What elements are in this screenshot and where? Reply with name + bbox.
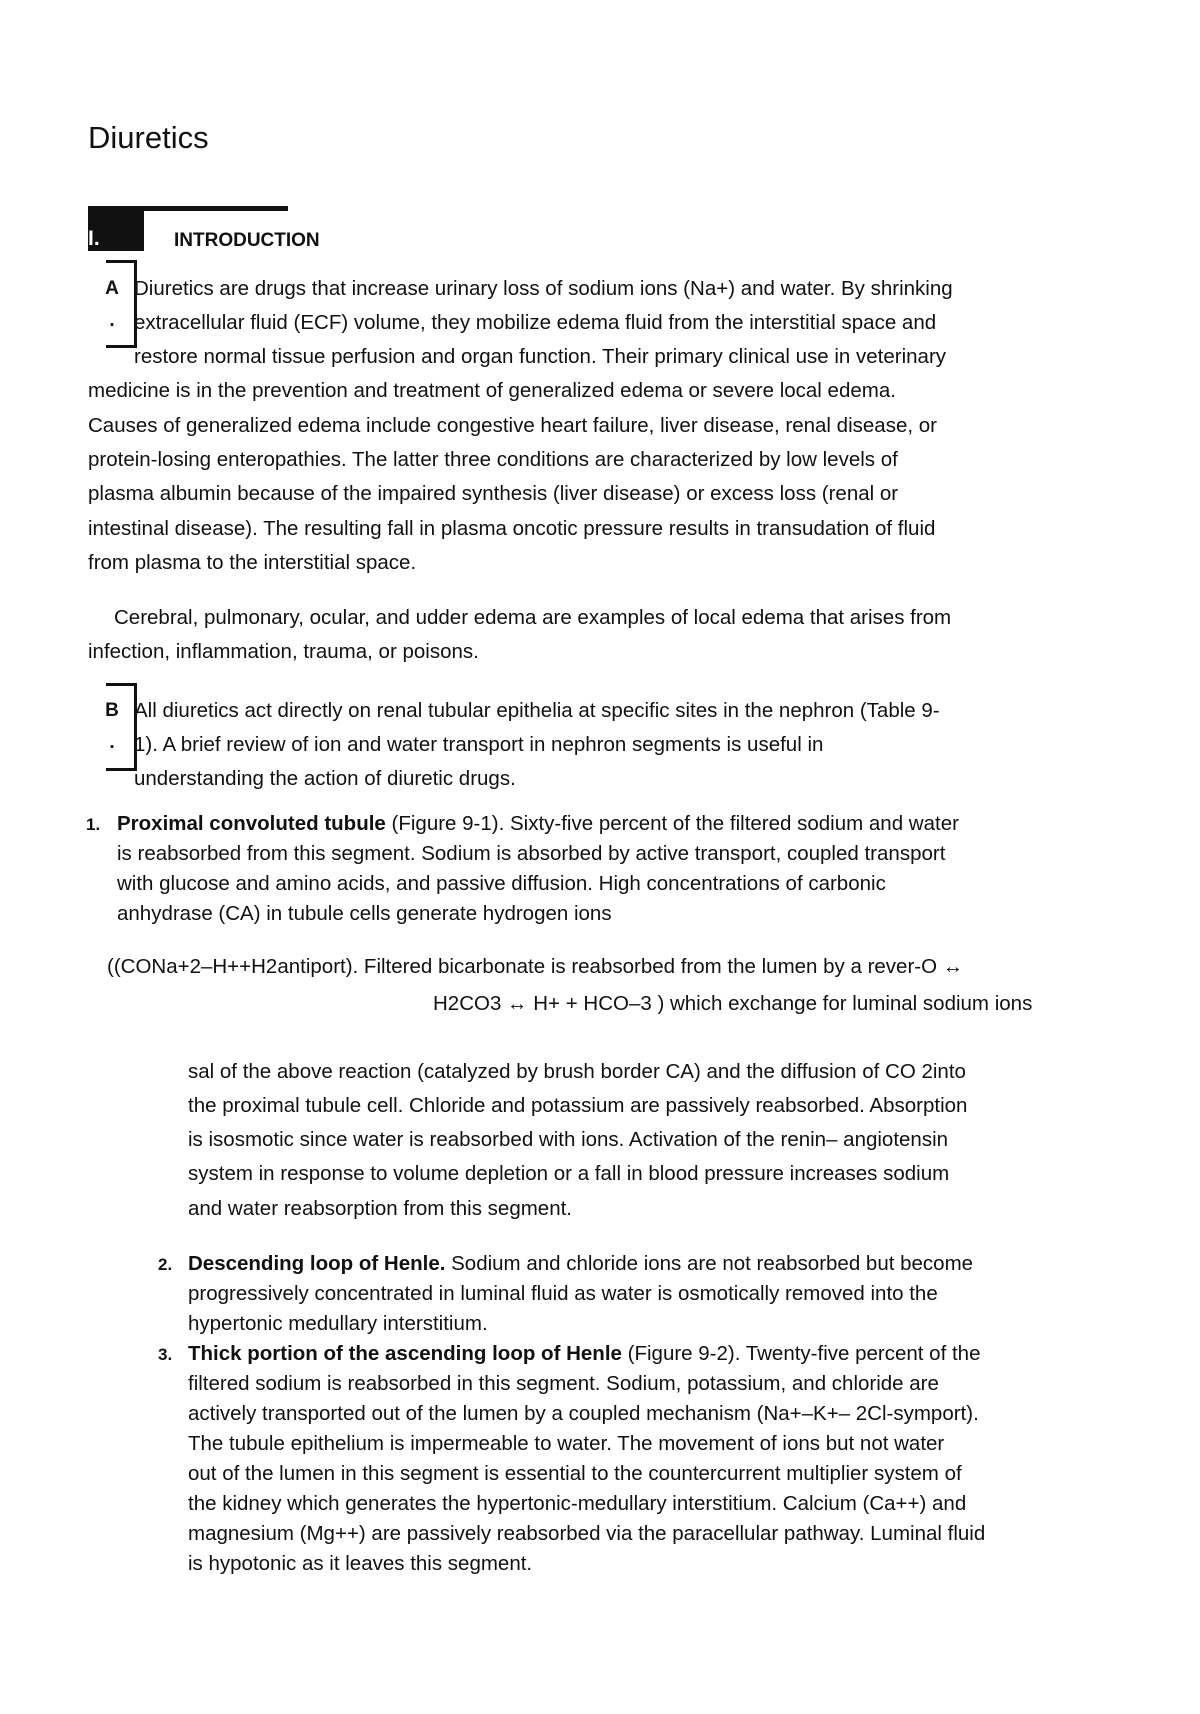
marker-b: B — [105, 700, 119, 721]
formula-line-2: H2CO3 ↔ H+ + HCO–3 ) which exchange for luminal sodium ions — [433, 992, 1033, 1015]
list-item-1-term: Proximal convoluted tubule — [117, 812, 386, 835]
para-a-line-2: extracellular fluid (ECF) volume, they mobilize edema fluid from the interstitial space and — [134, 311, 937, 334]
section-numeral: I. — [88, 227, 100, 250]
list-item-1-line-4: anhydrase (CA) in tubule cells generate hydrogen ions — [117, 902, 612, 925]
list-item-3-line-5: out of the lumen in this segment is essential to the countercurrent multiplier system of — [188, 1462, 962, 1485]
para-a-line-7: plasma albumin because of the impaired synthesis (liver disease) or excess loss (renal or — [88, 482, 899, 505]
page-title: Diuretics — [88, 120, 209, 155]
para-b-line-2: 1). A brief review of ion and water transport in nephron segments is useful in — [134, 733, 824, 756]
para-b-line-1: All diuretics act directly on renal tubular epithelia at specific sites in the nephron (Table 9- — [134, 699, 940, 722]
para-a-line-4: medicine is in the prevention and treatment of generalized edema or severe local edema. — [88, 379, 896, 402]
list-item-1-line-3: with glucose and amino acids, and passive diffusion. High concentrations of carbonic — [117, 872, 886, 895]
list-item-2-line-3: hypertonic medullary interstitium. — [188, 1312, 488, 1335]
list-item-3-line-2: filtered sodium is reabsorbed in this segment. Sodium, potassium, and chloride are — [188, 1372, 939, 1395]
list-item-1-line-2: is reabsorbed from this segment. Sodium is absorbed by active transport, coupled transport — [117, 842, 946, 865]
marker-a-bracket — [106, 260, 137, 348]
list-item-3-line-7: magnesium (Mg++) are passively reabsorbed via the paracellular pathway. Luminal fluid — [188, 1522, 986, 1545]
para-a-line-6: protein-losing enteropathies. The latter three conditions are characterized by low levels of — [88, 448, 898, 471]
list-item-1-cont-2: the proximal tubule cell. Chloride and potassium are passively reabsorbed. Absorption — [188, 1094, 968, 1117]
para-a2-line-1: Cerebral, pulmonary, ocular, and udder edema are examples of local edema that arises from — [114, 606, 952, 629]
list-item-1-first-rest: (Figure 9-1). Sixty-five percent of the filtered sodium and water — [385, 812, 959, 835]
marker-a-dot: . — [109, 310, 115, 331]
para-a2-line-2: infection, inflammation, trauma, or poisons. — [88, 640, 479, 663]
list-item-2-number: 2. — [158, 1255, 173, 1274]
marker-a: A — [105, 278, 119, 299]
list-item-1-line-1 — [117, 809, 959, 839]
list-item-1-number: 1. — [86, 815, 101, 834]
list-item-3-line-1 — [188, 1339, 980, 1369]
para-a-line-1: Diuretics are drugs that increase urinary loss of sodium ions (Na+) and water. By shrinking — [134, 277, 953, 300]
list-item-3-first-rest: (Figure 9-2). Twenty-five percent of the — [621, 1342, 981, 1365]
list-item-3-line-6: the kidney which generates the hypertonic-medullary interstitium. Calcium (Ca++) and — [188, 1492, 967, 1515]
list-item-2-first-rest: Sodium and chloride ions are not reabsorbed but become — [445, 1252, 974, 1275]
section-heading: INTRODUCTION — [174, 230, 320, 251]
para-a-line-8: intestinal disease). The resulting fall in plasma oncotic pressure results in transudation of fluid — [88, 517, 936, 540]
list-item-1-cont-4: system in response to volume depletion or a fall in blood pressure increases sodium — [188, 1162, 950, 1185]
para-a-line-9: from plasma to the interstitial space. — [88, 551, 417, 574]
list-item-2-line-2: progressively concentrated in luminal fluid as water is osmotically removed into the — [188, 1282, 938, 1305]
formula-line-1: ((CONa+2–H++H2antiport). Filtered bicarbonate is reabsorbed from the lumen by a rever-O ↔ — [107, 955, 964, 978]
list-item-2-line-1 — [188, 1249, 973, 1279]
list-item-2-term: Descending loop of Henle. — [188, 1252, 446, 1275]
list-item-1-cont-3: is isosmotic since water is reabsorbed with ions. Activation of the renin– angiotensin — [188, 1128, 949, 1151]
para-b-line-3: understanding the action of diuretic drugs. — [134, 767, 516, 790]
list-item-3-line-8: is hypotonic as it leaves this segment. — [188, 1552, 533, 1575]
list-item-3-line-4: The tubule epithelium is impermeable to water. The movement of ions but not water — [188, 1432, 945, 1455]
para-a-line-5: Causes of generalized edema include congestive heart failure, liver disease, renal disease, or — [88, 414, 937, 437]
list-item-3-number: 3. — [158, 1345, 173, 1364]
marker-b-bracket — [106, 683, 137, 771]
para-a-line-3: restore normal tissue perfusion and organ function. Their primary clinical use in veterinary — [134, 345, 947, 368]
list-item-1-cont-1: sal of the above reaction (catalyzed by brush border CA) and the diffusion of CO 2into — [188, 1060, 966, 1083]
list-item-1-cont-5: and water reabsorption from this segment. — [188, 1197, 572, 1220]
list-item-3-line-3: actively transported out of the lumen by a coupled mechanism (Na+–K+– 2Cl-symport). — [188, 1402, 979, 1425]
list-item-3-term: Thick portion of the ascending loop of Henle — [188, 1342, 622, 1365]
marker-b-dot: . — [109, 732, 115, 753]
